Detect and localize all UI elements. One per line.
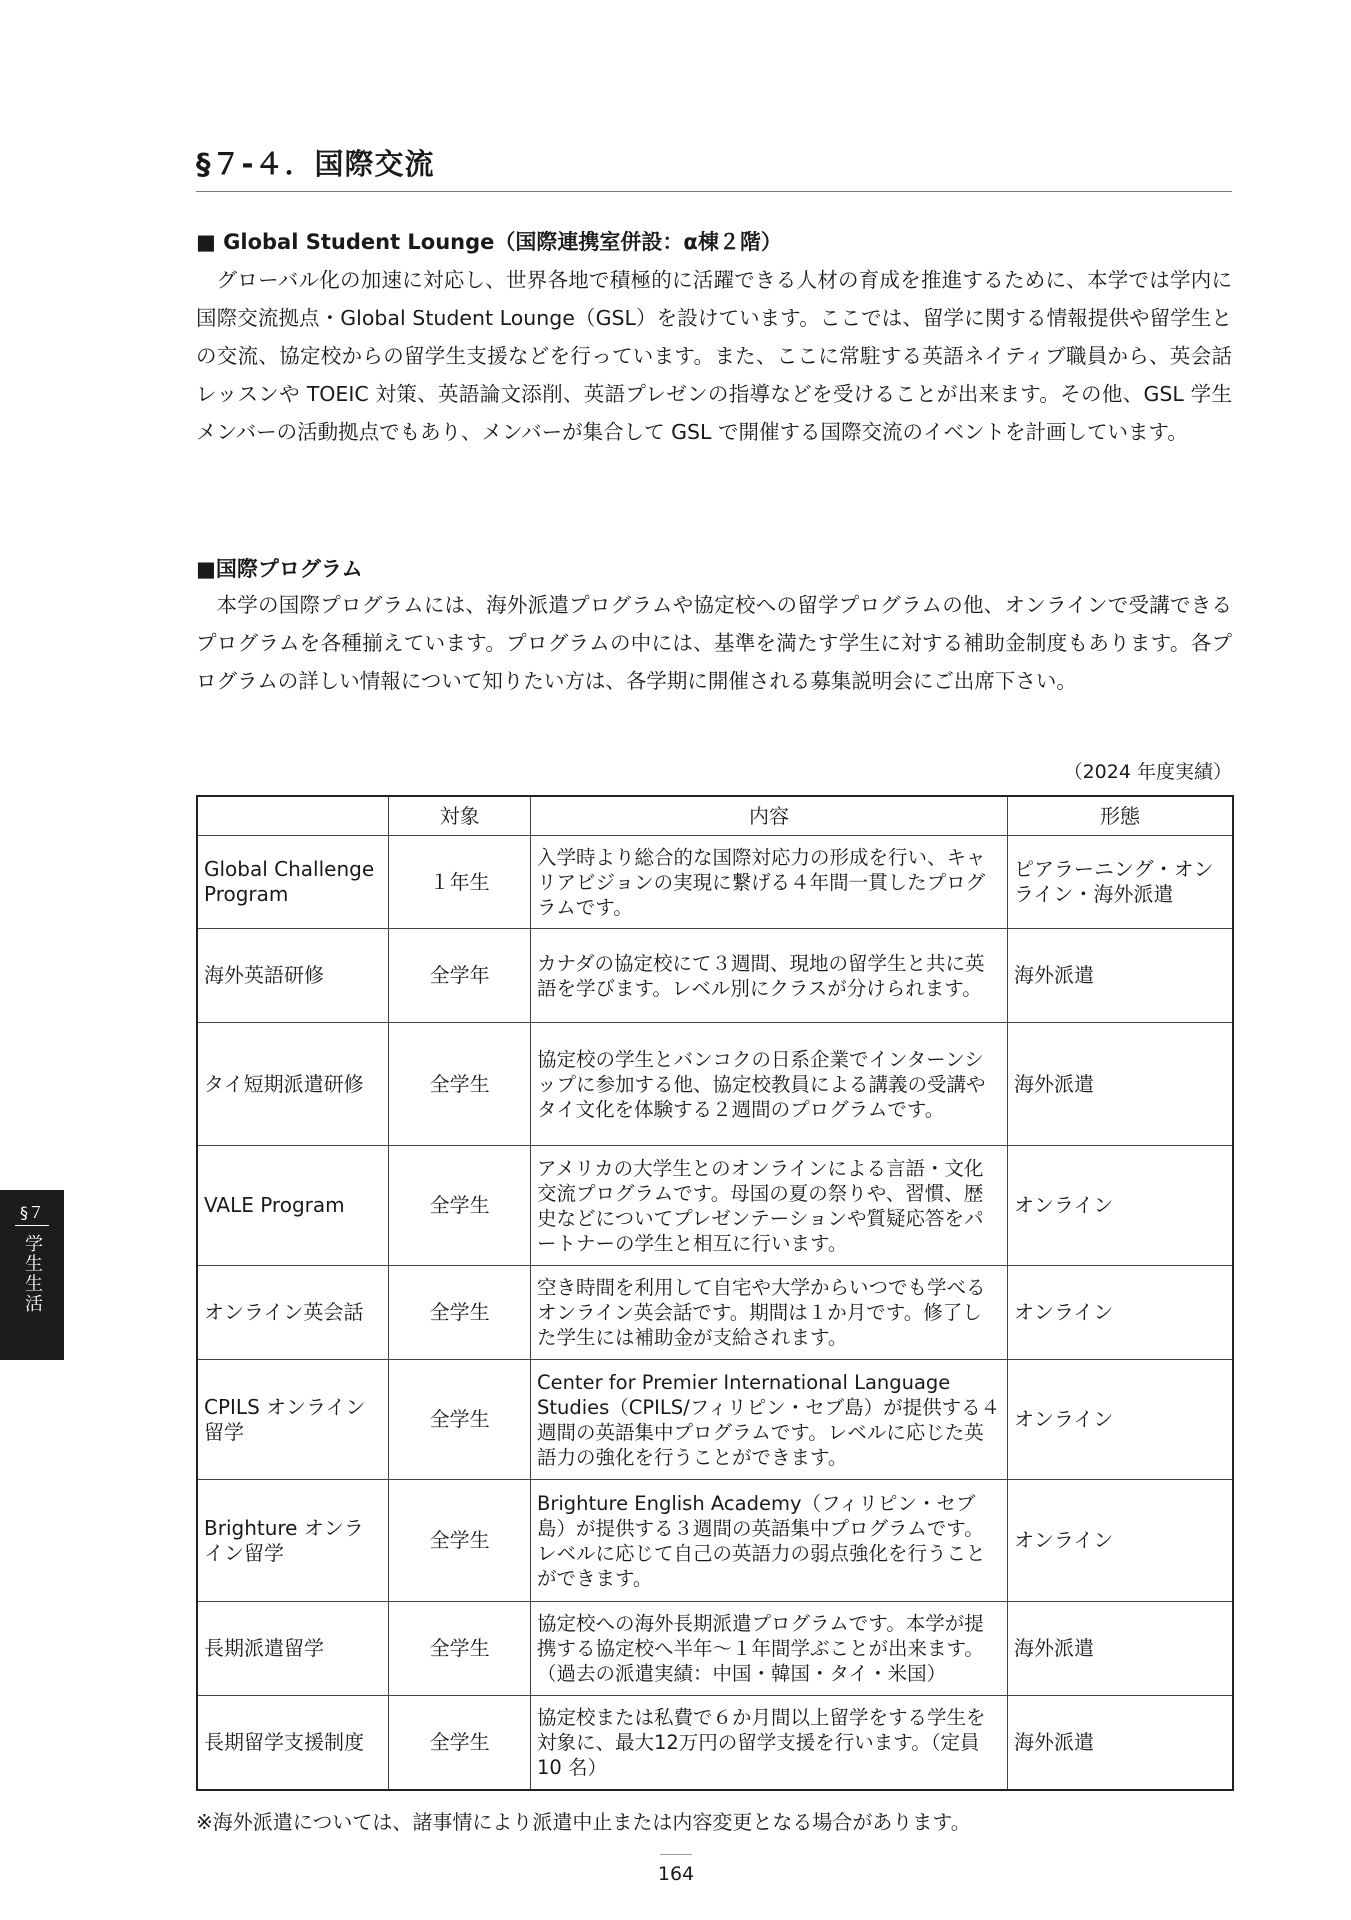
program-form: オンライン: [1007, 1360, 1233, 1480]
gsl-heading: ■ Global Student Lounge（国際連携室併設：α棟２階）: [196, 230, 782, 254]
program-content: Brighture English Academy（フィリピン・セブ島）が提供する３週間の英語集中プログラムです。レベルに応じて自己の英語力の弱点強化を行うことができます。: [530, 1480, 1007, 1602]
program-target: 全学生: [389, 1602, 531, 1696]
table-header-row: [197, 796, 1233, 836]
program-form: オンライン: [1007, 1266, 1233, 1360]
program-target: 全学生: [389, 1146, 531, 1266]
program-body: 本学の国際プログラムには、海外派遣プログラムや協定校への留学プログラムの他、オンラインで受講できるプログラムを各種揃えています。プログラムの中には、基準を満たす学生に対する補助金制度もあります。各プログラムの詳しい情報について知りたい方は、各学期に開催される募集説明会にご出席下さい。: [196, 593, 1232, 693]
table-row: [197, 1360, 1233, 1480]
table-row: [197, 836, 1233, 929]
header-form: 形態: [1007, 796, 1233, 836]
program-form: 海外派遣: [1007, 929, 1233, 1023]
program-target: 全学年: [389, 929, 531, 1023]
program-target: 全学生: [389, 1480, 531, 1602]
program-form: 海外派遣: [1007, 1696, 1233, 1790]
program-name: CPILS オンライン留学: [197, 1360, 389, 1480]
side-tab-label: 学生生活: [22, 1234, 43, 1314]
side-tab-section: §７: [15, 1200, 49, 1226]
header-content: 内容: [530, 796, 1007, 836]
program-content: カナダの協定校にて３週間、現地の留学生と共に英語を学びます。レベル別にクラスが分けられます。: [530, 929, 1007, 1023]
program-name: VALE Program: [197, 1146, 389, 1266]
year-note: （2024 年度実績）: [1063, 761, 1232, 783]
table-row: [197, 1023, 1233, 1146]
program-form: オンライン: [1007, 1146, 1233, 1266]
program-content: 入学時より総合的な国際対応力の形成を行い、キャリアビジョンの実現に繋げる４年間一貫したプログラムです。: [530, 836, 1007, 929]
program-content: アメリカの大学生とのオンラインによる言語・文化交流プログラムです。母国の夏の祭りや、習慣、歴史などについてプレゼンテーションや質疑応答をパートナーの学生と相互に行います。: [530, 1146, 1007, 1266]
section-side-tab: [0, 1190, 64, 1360]
program-form: ピアラーニング・オンライン・海外派遣: [1007, 836, 1233, 929]
gsl-body: グローバル化の加速に対応し、世界各地で積極的に活躍できる人材の育成を推進するために、本学では学内に国際交流拠点・Global Student Lounge（GSL）を設けています。ここでは、留学に関する情報提供や留学生との交流、協定校からの留学生支援などを行っています。また、ここに常駐する英語ネイティブ職員から、英会話レッスンや TOEIC 対策、英語論文添削、英語プレゼンの指導などを受けることが出来ます。その他、GSL 学生メンバーの活動拠点でもあり、メンバーが集合して GSL で開催する国際交流のイベントを計画しています。: [196, 268, 1233, 444]
table-row: [197, 1480, 1233, 1602]
program-form: 海外派遣: [1007, 1602, 1233, 1696]
program-target: １年生: [389, 836, 531, 929]
program-form: 海外派遣: [1007, 1023, 1233, 1146]
program-name: タイ短期派遣研修: [197, 1023, 389, 1146]
header-name: [197, 796, 389, 836]
table-row: [197, 1266, 1233, 1360]
program-content: 空き時間を利用して自宅や大学からいつでも学べるオンライン英会話です。期間は１か月です。修了した学生には補助金が支給されます。: [530, 1266, 1007, 1360]
program-name: 長期留学支援制度: [197, 1696, 389, 1790]
table-row: [197, 1146, 1233, 1266]
program-target: 全学生: [389, 1696, 531, 1790]
program-name: 海外英語研修: [197, 929, 389, 1023]
program-name: Global Challenge Program: [197, 836, 389, 929]
table-row: [197, 1696, 1233, 1790]
program-content: 協定校への海外長期派遣プログラムです。本学が提携する協定校へ半年〜１年間学ぶことが出来ます。（過去の派遣実績：中国・韓国・タイ・米国）: [530, 1602, 1007, 1696]
program-heading: ■国際プログラム: [196, 557, 363, 581]
program-name: 長期派遣留学: [197, 1602, 389, 1696]
footnote: ※海外派遣については、諸事情により派遣中止または内容変更となる場合があります。: [196, 1810, 971, 1834]
page-title: §７-４．国際交流: [196, 142, 1232, 192]
program-content: 協定校の学生とバンコクの日系企業でインターンシップに参加する他、協定校教員による講義の受講やタイ文化を体験する２週間のプログラムです。: [530, 1023, 1007, 1146]
program-target: 全学生: [389, 1023, 531, 1146]
program-name: オンライン英会話: [197, 1266, 389, 1360]
program-content: Center for Premier International Language Studies（CPILS/フィリピン・セブ島）が提供する４週間の英語集中プログラムです。レベルに応じた英語力の強化を行うことができます。: [530, 1360, 1007, 1480]
page-number: 164: [657, 1863, 695, 1885]
table-row: [197, 1602, 1233, 1696]
program-content: 協定校または私費で６か月間以上留学をする学生を対象に、最大12万円の留学支援を行います。（定員 10 名）: [530, 1696, 1007, 1790]
program-target: 全学生: [389, 1360, 531, 1480]
program-name: Brighture オンライン留学: [197, 1480, 389, 1602]
table-row: [197, 929, 1233, 1023]
program-form: オンライン: [1007, 1480, 1233, 1602]
program-table: [196, 795, 1234, 1791]
page-number-rule: [660, 1854, 692, 1855]
header-target: 対象: [389, 796, 531, 836]
program-target: 全学生: [389, 1266, 531, 1360]
